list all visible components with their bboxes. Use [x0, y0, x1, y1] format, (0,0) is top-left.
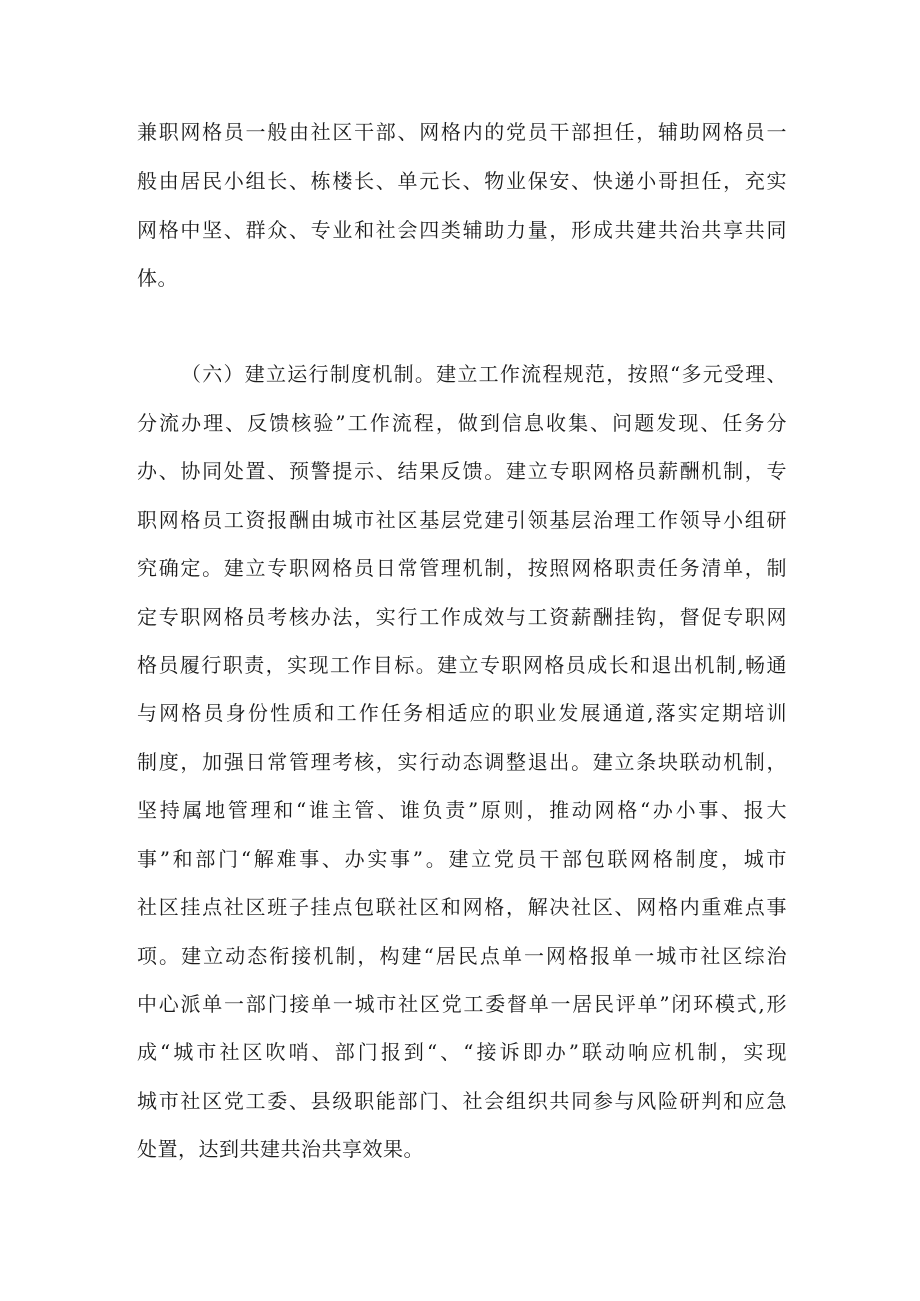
paragraph-line: 城市社区党工委、县级职能部门、社会组织共同参与风险研判和应急 [137, 1089, 787, 1113]
paragraph-line: （六）建立运行制度机制。建立工作流程规范，按照“多元受理、 [181, 362, 787, 386]
paragraph-line: 分流办理、反馈核验”工作流程，做到信息收集、问题发现、任务分 [137, 411, 787, 435]
paragraph-line: 职网格员工资报酬由城市社区基层党建引领基层治理工作领导小组研 [137, 508, 787, 532]
paragraph-line: 体。 [137, 266, 178, 290]
paragraph-line: 成“城市社区吹哨、部门报到“、“接诉即办”联动响应机制，实现 [137, 1040, 787, 1064]
paragraph-line: 项。建立动态衔接机制，构建“居民点单一网格报单一城市社区综治 [137, 944, 787, 968]
paragraph-line: 制度，加强日常管理考核，实行动态调整退出。建立条块联动机制， [137, 750, 787, 774]
paragraph-line: 中心派单一部门接单一城市社区党工委督单一居民评单”闭环模式,形 [137, 992, 787, 1016]
paragraph-line: 办、协同处置、预警提示、结果反馈。建立专职网格员薪酬机制，专 [137, 459, 787, 483]
paragraph-line: 般由居民小组长、栋楼长、单元长、物业保安、快递小哥担任，充实 [137, 169, 787, 193]
paragraph-line: 网格中坚、群众、专业和社会四类辅助力量，形成共建共治共享共同 [137, 218, 787, 242]
paragraph-line: 事”和部门“解难事、办实事”。建立党员干部包联网格制度，城市 [137, 847, 787, 871]
paragraph-line: 社区挂点社区班子挂点包联社区和网格，解决社区、网格内重难点事 [137, 895, 787, 919]
paragraph-line: 格员履行职责，实现工作目标。建立专职网格员成长和退出机制,畅通 [137, 653, 787, 677]
paragraph-line: 处置，达到共建共治共享效果。 [137, 1137, 424, 1161]
paragraph-line: 与网格员身份性质和工作任务相适应的职业发展通道,落实定期培训 [137, 701, 787, 725]
paragraph-line: 定专职网格员考核办法，实行工作成效与工资薪酬挂钩，督促专职网 [137, 605, 787, 629]
paragraph-line: 究确定。建立专职网格员日常管理机制，按照网格职责任务清单，制 [137, 556, 787, 580]
paragraph-line: 兼职网格员一般由社区干部、网格内的党员干部担任，辅助网格员一 [137, 120, 787, 144]
paragraph-line: 坚持属地管理和“谁主管、谁负责”原则，推动网格“办小事、报大 [137, 798, 787, 822]
